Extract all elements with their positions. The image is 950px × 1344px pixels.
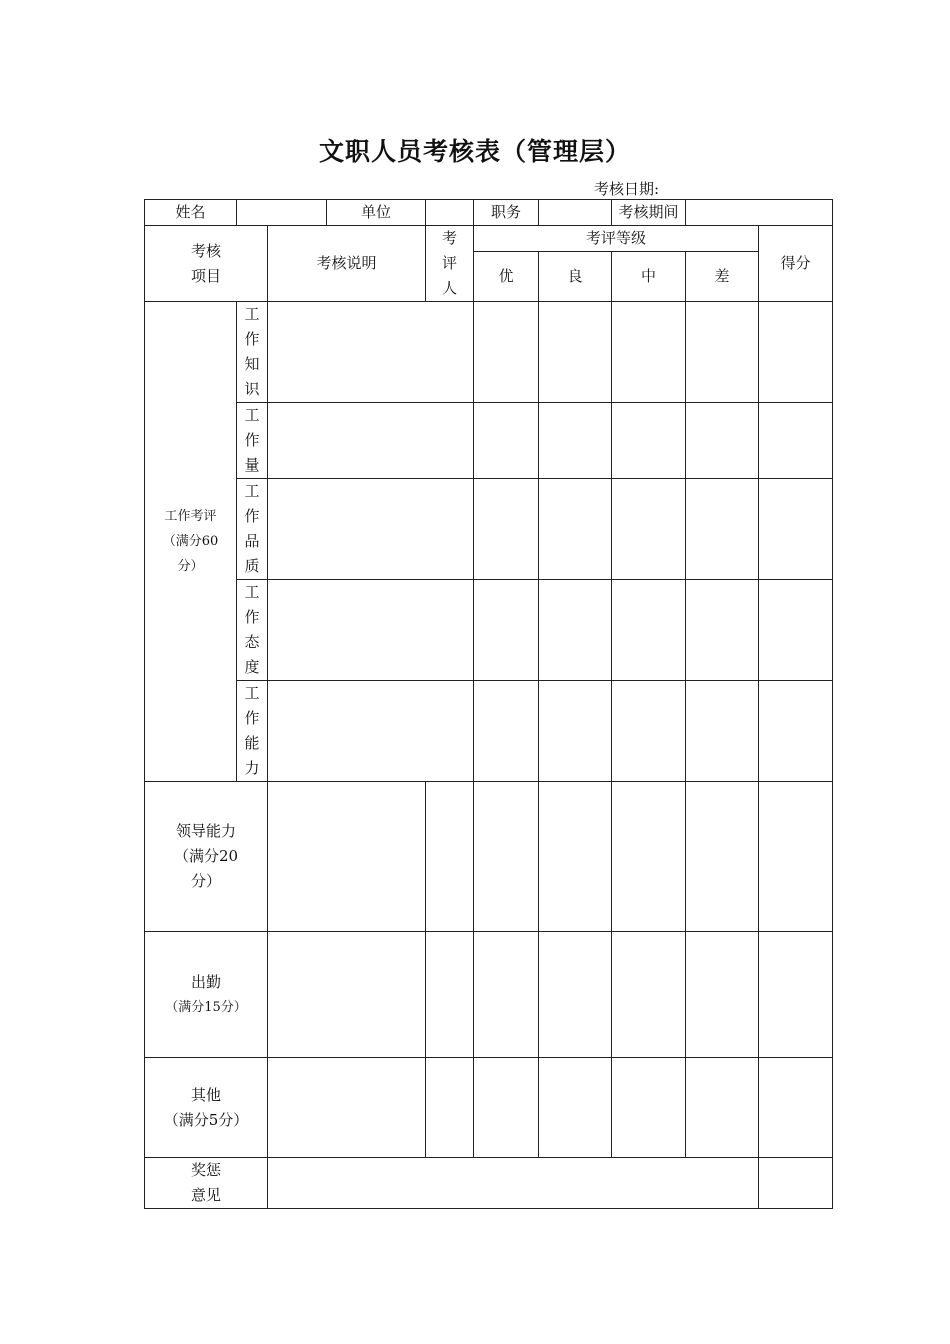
reward-opinion-field[interactable] [268, 1158, 759, 1209]
grade-excellent: 优 [474, 252, 539, 302]
header-row-1 [145, 226, 833, 252]
leadership-row [145, 782, 833, 932]
subitem-work-attitude: 工 作 态 度 [237, 580, 268, 681]
rater-cell[interactable] [474, 302, 539, 403]
rater-cell[interactable] [474, 479, 539, 580]
grade-cell[interactable] [539, 932, 612, 1058]
grade-cell[interactable] [686, 403, 759, 479]
grade-cell[interactable] [759, 681, 833, 782]
desc-cell[interactable] [268, 479, 474, 580]
desc-cell[interactable] [268, 932, 426, 1058]
grade-cell[interactable] [612, 580, 686, 681]
grade-cell[interactable] [759, 479, 833, 580]
grade-cell[interactable] [612, 479, 686, 580]
work-row-quantity [145, 403, 833, 479]
grade-cell[interactable] [474, 1058, 539, 1158]
desc-cell[interactable] [268, 403, 474, 479]
grade-cell[interactable] [686, 479, 759, 580]
other-label: 其他 （满分5分） [145, 1058, 268, 1158]
grade-fair: 中 [612, 252, 686, 302]
assessment-table [144, 199, 833, 1209]
attendance-label: 出勤 （满分15分） [145, 932, 268, 1058]
reward-score-cell[interactable] [759, 1158, 833, 1209]
grade-cell[interactable] [686, 1058, 759, 1158]
grade-cell[interactable] [474, 932, 539, 1058]
rater-cell[interactable] [474, 580, 539, 681]
rater-cell[interactable] [474, 681, 539, 782]
grade-cell[interactable] [686, 302, 759, 403]
rater-cell[interactable] [426, 1058, 474, 1158]
assessment-date-label: 考核日期: [594, 180, 660, 198]
page-title: 文职人员考核表（管理层） [318, 137, 631, 166]
grade-group-header: 考评等级 [474, 226, 759, 252]
grade-cell[interactable] [686, 580, 759, 681]
subitem-work-knowledge: 工 作 知 识 [237, 302, 268, 403]
grade-good: 良 [539, 252, 612, 302]
info-row [145, 200, 833, 226]
grade-cell[interactable] [539, 580, 612, 681]
grade-cell[interactable] [759, 302, 833, 403]
score-cell[interactable] [759, 1058, 833, 1158]
desc-cell[interactable] [268, 1058, 426, 1158]
unit-label: 单位 [327, 200, 426, 226]
desc-cell[interactable] [268, 580, 474, 681]
grade-cell[interactable] [612, 932, 686, 1058]
reward-row [145, 1158, 833, 1209]
period-field[interactable] [686, 200, 833, 226]
subitem-work-ability: 工 作 能 力 [237, 681, 268, 782]
grade-cell[interactable] [686, 681, 759, 782]
desc-cell[interactable] [268, 782, 426, 932]
name-label: 姓名 [145, 200, 237, 226]
work-row-quality [145, 479, 833, 580]
score-cell[interactable] [759, 782, 833, 932]
grade-cell[interactable] [539, 782, 612, 932]
subitem-work-quantity: 工 作 量 [237, 403, 268, 479]
grade-cell[interactable] [474, 782, 539, 932]
description-header: 考核说明 [268, 226, 426, 302]
attendance-row [145, 932, 833, 1058]
score-header: 得分 [759, 226, 833, 302]
reward-label: 奖惩 意见 [145, 1158, 268, 1209]
work-row-knowledge [145, 302, 833, 403]
grade-cell[interactable] [612, 302, 686, 403]
work-row-ability [145, 681, 833, 782]
grade-cell[interactable] [686, 932, 759, 1058]
grade-cell[interactable] [612, 1058, 686, 1158]
subitem-work-quality: 工 作 品 质 [237, 479, 268, 580]
position-field[interactable] [539, 200, 612, 226]
grade-cell[interactable] [759, 403, 833, 479]
grade-cell[interactable] [612, 403, 686, 479]
position-label: 职务 [474, 200, 539, 226]
grade-cell[interactable] [612, 782, 686, 932]
item-header: 考核 项目 [145, 226, 268, 302]
grade-cell[interactable] [539, 1058, 612, 1158]
desc-cell[interactable] [268, 681, 474, 782]
work-section-label: 工作考评 （满分60 分） [145, 302, 237, 782]
grade-cell[interactable] [686, 782, 759, 932]
period-label: 考核期间 [612, 200, 686, 226]
rater-header: 考 评 人 [426, 226, 474, 302]
grade-cell[interactable] [539, 302, 612, 403]
work-row-attitude [145, 580, 833, 681]
grade-cell[interactable] [612, 681, 686, 782]
score-cell[interactable] [759, 932, 833, 1058]
unit-field[interactable] [426, 200, 474, 226]
rater-cell[interactable] [474, 403, 539, 479]
rater-cell[interactable] [426, 932, 474, 1058]
rater-cell[interactable] [426, 782, 474, 932]
grade-cell[interactable] [539, 479, 612, 580]
leadership-label: 领导能力 （满分20 分） [145, 782, 268, 932]
grade-poor: 差 [686, 252, 759, 302]
desc-cell[interactable] [268, 302, 474, 403]
name-field[interactable] [237, 200, 327, 226]
grade-cell[interactable] [539, 403, 612, 479]
grade-cell[interactable] [539, 681, 612, 782]
other-row [145, 1058, 833, 1158]
grade-cell[interactable] [759, 580, 833, 681]
